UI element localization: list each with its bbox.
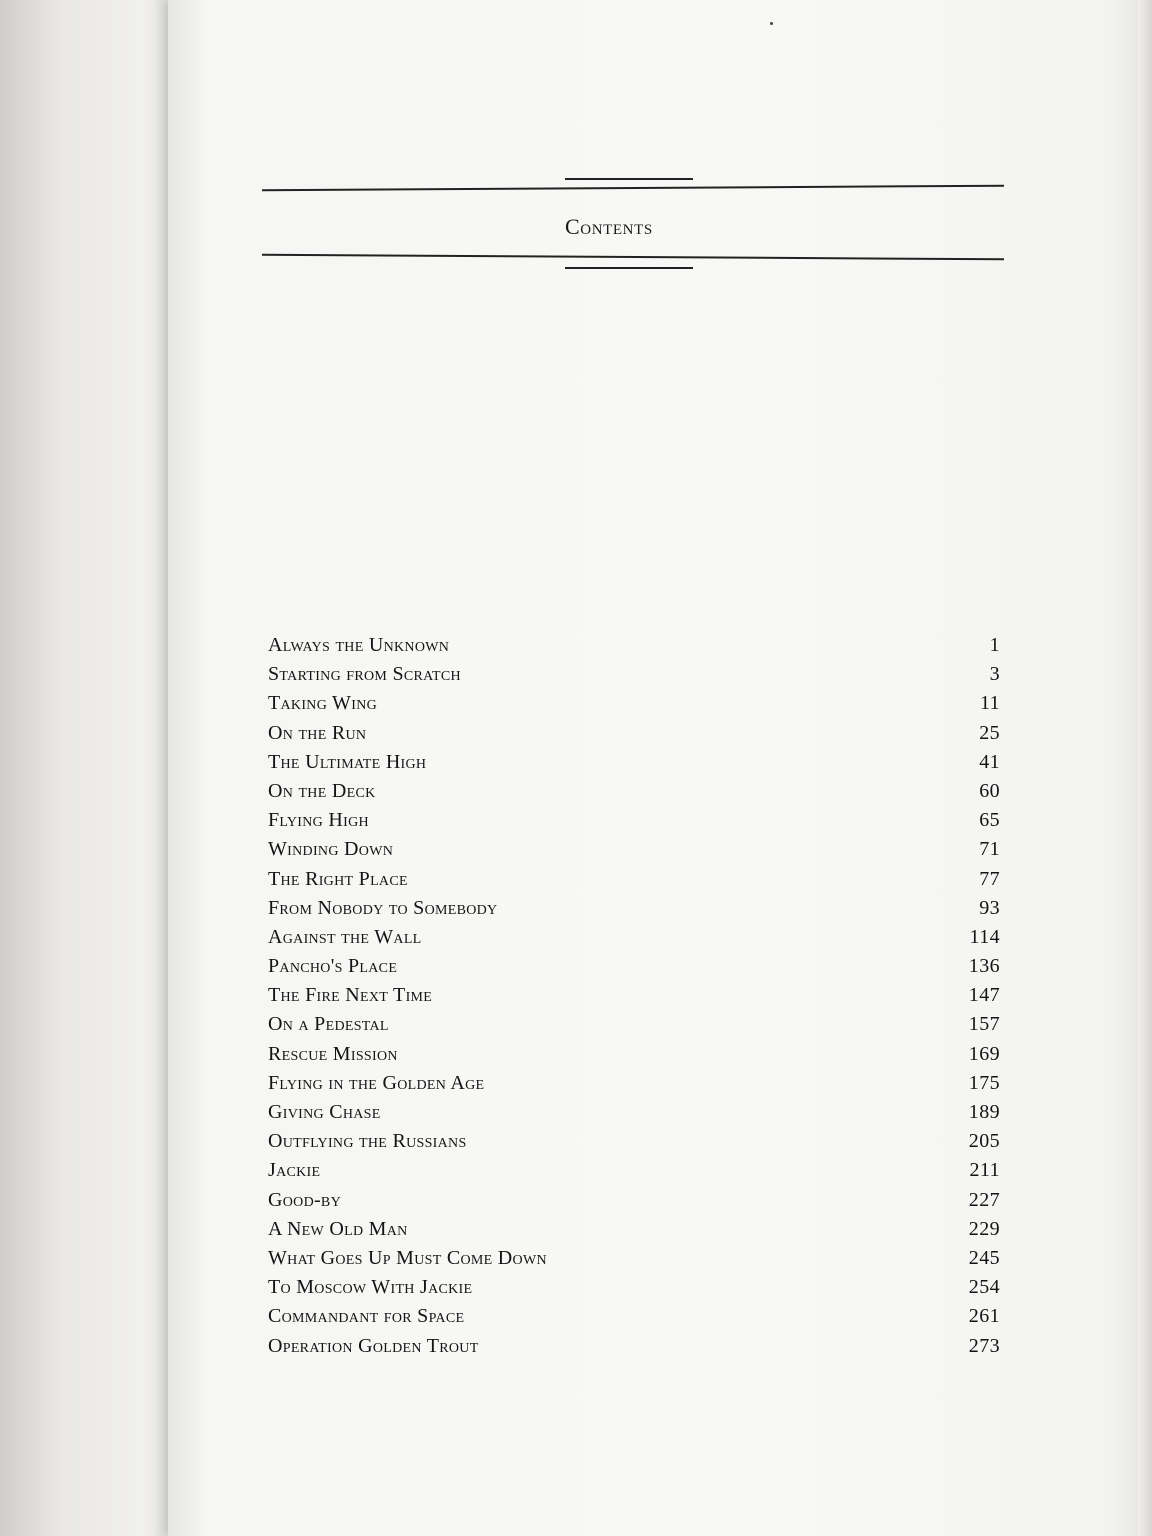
entry-title: On the Run xyxy=(268,721,367,744)
entry-title: Winding Down xyxy=(268,838,394,861)
entry-title: Giving Chase xyxy=(268,1101,381,1123)
entry-title: The Right Place xyxy=(268,867,408,890)
entry-title: What Goes Up Must Come Down xyxy=(268,1246,547,1269)
contents-entry xyxy=(268,1098,1000,1127)
contents-entry xyxy=(268,865,1000,894)
entry-title: Starting from Scratch xyxy=(268,663,461,686)
entry-page-number: 11 xyxy=(979,692,1000,715)
entry-page-number: 65 xyxy=(979,809,1000,832)
entry-page-number: 245 xyxy=(968,1246,1000,1269)
entry-page-number: 169 xyxy=(968,1042,1000,1065)
entry-title: Commandant for Space xyxy=(268,1305,465,1328)
entry-title: Pancho's Place xyxy=(268,955,398,978)
entry-page-number: 3 xyxy=(989,663,1000,686)
entry-title: The Fire Next Time xyxy=(268,984,433,1007)
entry-page-number: 189 xyxy=(968,1101,1000,1123)
entry-page-number: 254 xyxy=(968,1276,1000,1299)
entry-page-number: 93 xyxy=(979,896,1000,919)
contents-entry xyxy=(268,806,1000,835)
entry-page-number: 205 xyxy=(968,1130,1000,1153)
entry-page-number: 25 xyxy=(979,721,1000,744)
entry-title: Rescue Mission xyxy=(268,1042,398,1065)
contents-entry xyxy=(268,777,1000,806)
entry-page-number: 175 xyxy=(968,1071,1000,1094)
contents-entry xyxy=(268,631,1000,660)
entry-title: To Moscow With Jackie xyxy=(268,1276,473,1299)
entry-title: A New Old Man xyxy=(268,1217,408,1240)
contents-entry xyxy=(268,748,1000,777)
entry-page-number: 77 xyxy=(979,867,1000,890)
entry-title: Always the Unknown xyxy=(268,634,450,656)
contents-entry xyxy=(268,1244,1000,1273)
page-edge xyxy=(1138,0,1152,1536)
entry-title: Outflying the Russians xyxy=(268,1130,467,1153)
contents-entry xyxy=(268,660,1000,689)
entry-title: Against the Wall xyxy=(268,925,422,948)
entry-page-number: 273 xyxy=(968,1334,1000,1357)
entry-title: From Nobody to Somebody xyxy=(268,896,498,919)
contents-list xyxy=(268,631,1000,1361)
contents-entry xyxy=(268,1069,1000,1098)
contents-entry xyxy=(268,1127,1000,1156)
contents-entry xyxy=(268,1215,1000,1244)
contents-entry xyxy=(268,952,1000,981)
entry-title: Jackie xyxy=(268,1159,321,1182)
contents-entry xyxy=(268,981,1000,1010)
entry-title: On a Pedestal xyxy=(268,1013,389,1036)
entry-page-number: 114 xyxy=(969,925,1000,948)
contents-entry xyxy=(268,1156,1000,1185)
entry-page-number: 157 xyxy=(968,1013,1000,1036)
contents-entry xyxy=(268,1302,1000,1331)
contents-entry xyxy=(268,1332,1000,1361)
contents-entry xyxy=(268,1186,1000,1215)
entry-title: Good-by xyxy=(268,1188,341,1211)
heading-rule-top-short xyxy=(565,178,693,180)
entry-title: Flying High xyxy=(268,809,369,832)
entry-title: Taking Wing xyxy=(268,692,378,715)
entry-page-number: 229 xyxy=(968,1217,1000,1240)
entry-title: Operation Golden Trout xyxy=(268,1334,479,1357)
contents-entry xyxy=(268,1040,1000,1069)
entry-page-number: 1 xyxy=(989,634,1000,656)
contents-entry xyxy=(268,689,1000,718)
contents-entry xyxy=(268,1273,1000,1302)
contents-heading: Contents xyxy=(565,214,653,239)
entry-page-number: 147 xyxy=(968,984,1000,1007)
heading-rule-bottom-short xyxy=(565,267,693,269)
contents-entry xyxy=(268,835,1000,864)
entry-page-number: 60 xyxy=(979,779,1000,802)
entry-page-number: 41 xyxy=(979,750,1000,773)
entry-page-number: 261 xyxy=(968,1305,1000,1328)
entry-title: The Ultimate High xyxy=(268,750,427,773)
contents-entry xyxy=(268,719,1000,748)
contents-entry xyxy=(268,894,1000,923)
entry-page-number: 227 xyxy=(968,1188,1000,1211)
entry-page-number: 136 xyxy=(968,955,1000,978)
entry-page-number: 211 xyxy=(969,1159,1000,1182)
paper-speck xyxy=(770,22,773,25)
entry-page-number: 71 xyxy=(979,838,1000,861)
contents-entry xyxy=(268,1010,1000,1039)
contents-entry xyxy=(268,923,1000,952)
entry-title: On the Deck xyxy=(268,779,376,802)
entry-title: Flying in the Golden Age xyxy=(268,1071,485,1094)
